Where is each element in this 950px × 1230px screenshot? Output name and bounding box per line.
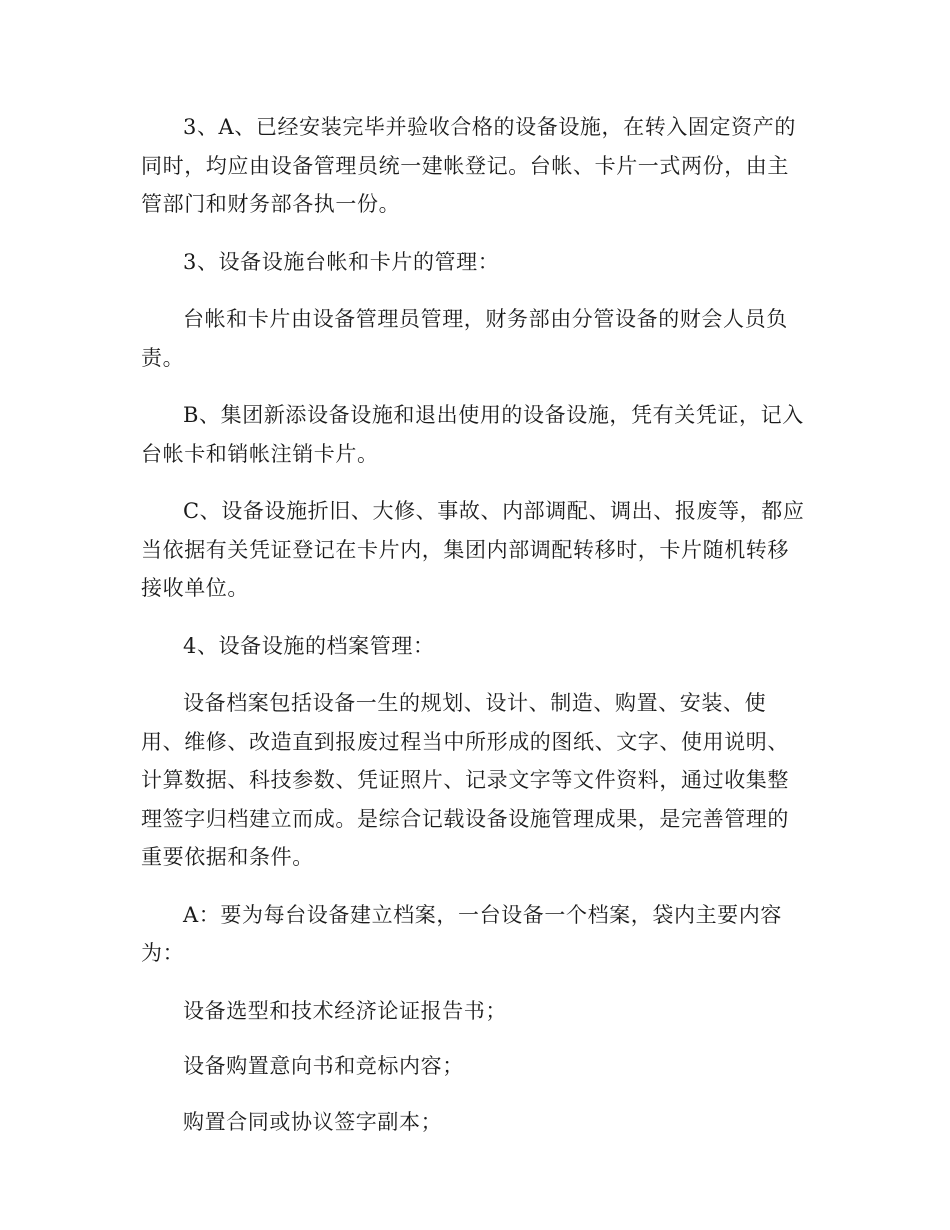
paragraph-archive-definition: 设备档案包括设备一生的规划、设计、制造、购置、安装、使用、维修、改造直到报废过程当中所形成的图纸、文字、使用说明、计算数据、科技参数、凭证照片、记录文字等文件资料，通过收集整理签字归档建立而成。是综合记载设备设施管理成果，是完善管理的重要依据和条件。 — [141, 691, 789, 869]
paragraph-a-archive-per-device: A：要为每台设备建立档案，一台设备一个档案，袋内主要内容为： — [141, 902, 782, 965]
list-item-purchase-contract: 购置合同或协议签字副本； — [183, 1109, 443, 1134]
paragraph-c-depreciation-transfer: C、设备设施折旧、大修、事故、内部调配、调出、报废等，都应当依据有关凭证登记在卡片内，集团内部调配转移时，卡片随机转移接收单位。 — [141, 499, 805, 600]
document-body — [141, 108, 805, 1158]
heading-ledger-card-management: 3、设备设施台帐和卡片的管理： — [183, 249, 500, 274]
paragraph-ledger-card-responsibility: 台帐和卡片由设备管理员管理，财务部由分管设备的财会人员负责。 — [141, 307, 788, 370]
heading-archive-management: 4、设备设施的档案管理： — [183, 633, 435, 658]
paragraph-3a-registration: 3、A、已经安装完毕并验收合格的设备设施，在转入固定资产的同时，均应由设备管理员统一建帐登记。台帐、卡片一式两份，由主管部门和财务部各执一份。 — [141, 115, 796, 216]
list-item-purchase-intent: 设备购置意向书和竞标内容； — [183, 1054, 464, 1078]
list-item-selection-report: 设备选型和技术经济论证报告书； — [183, 998, 507, 1023]
paragraph-b-new-retired-equipment: B、集团新添设备设施和退出使用的设备设施，凭有关凭证，记入台帐卡和销帐注销卡片。 — [141, 403, 804, 466]
